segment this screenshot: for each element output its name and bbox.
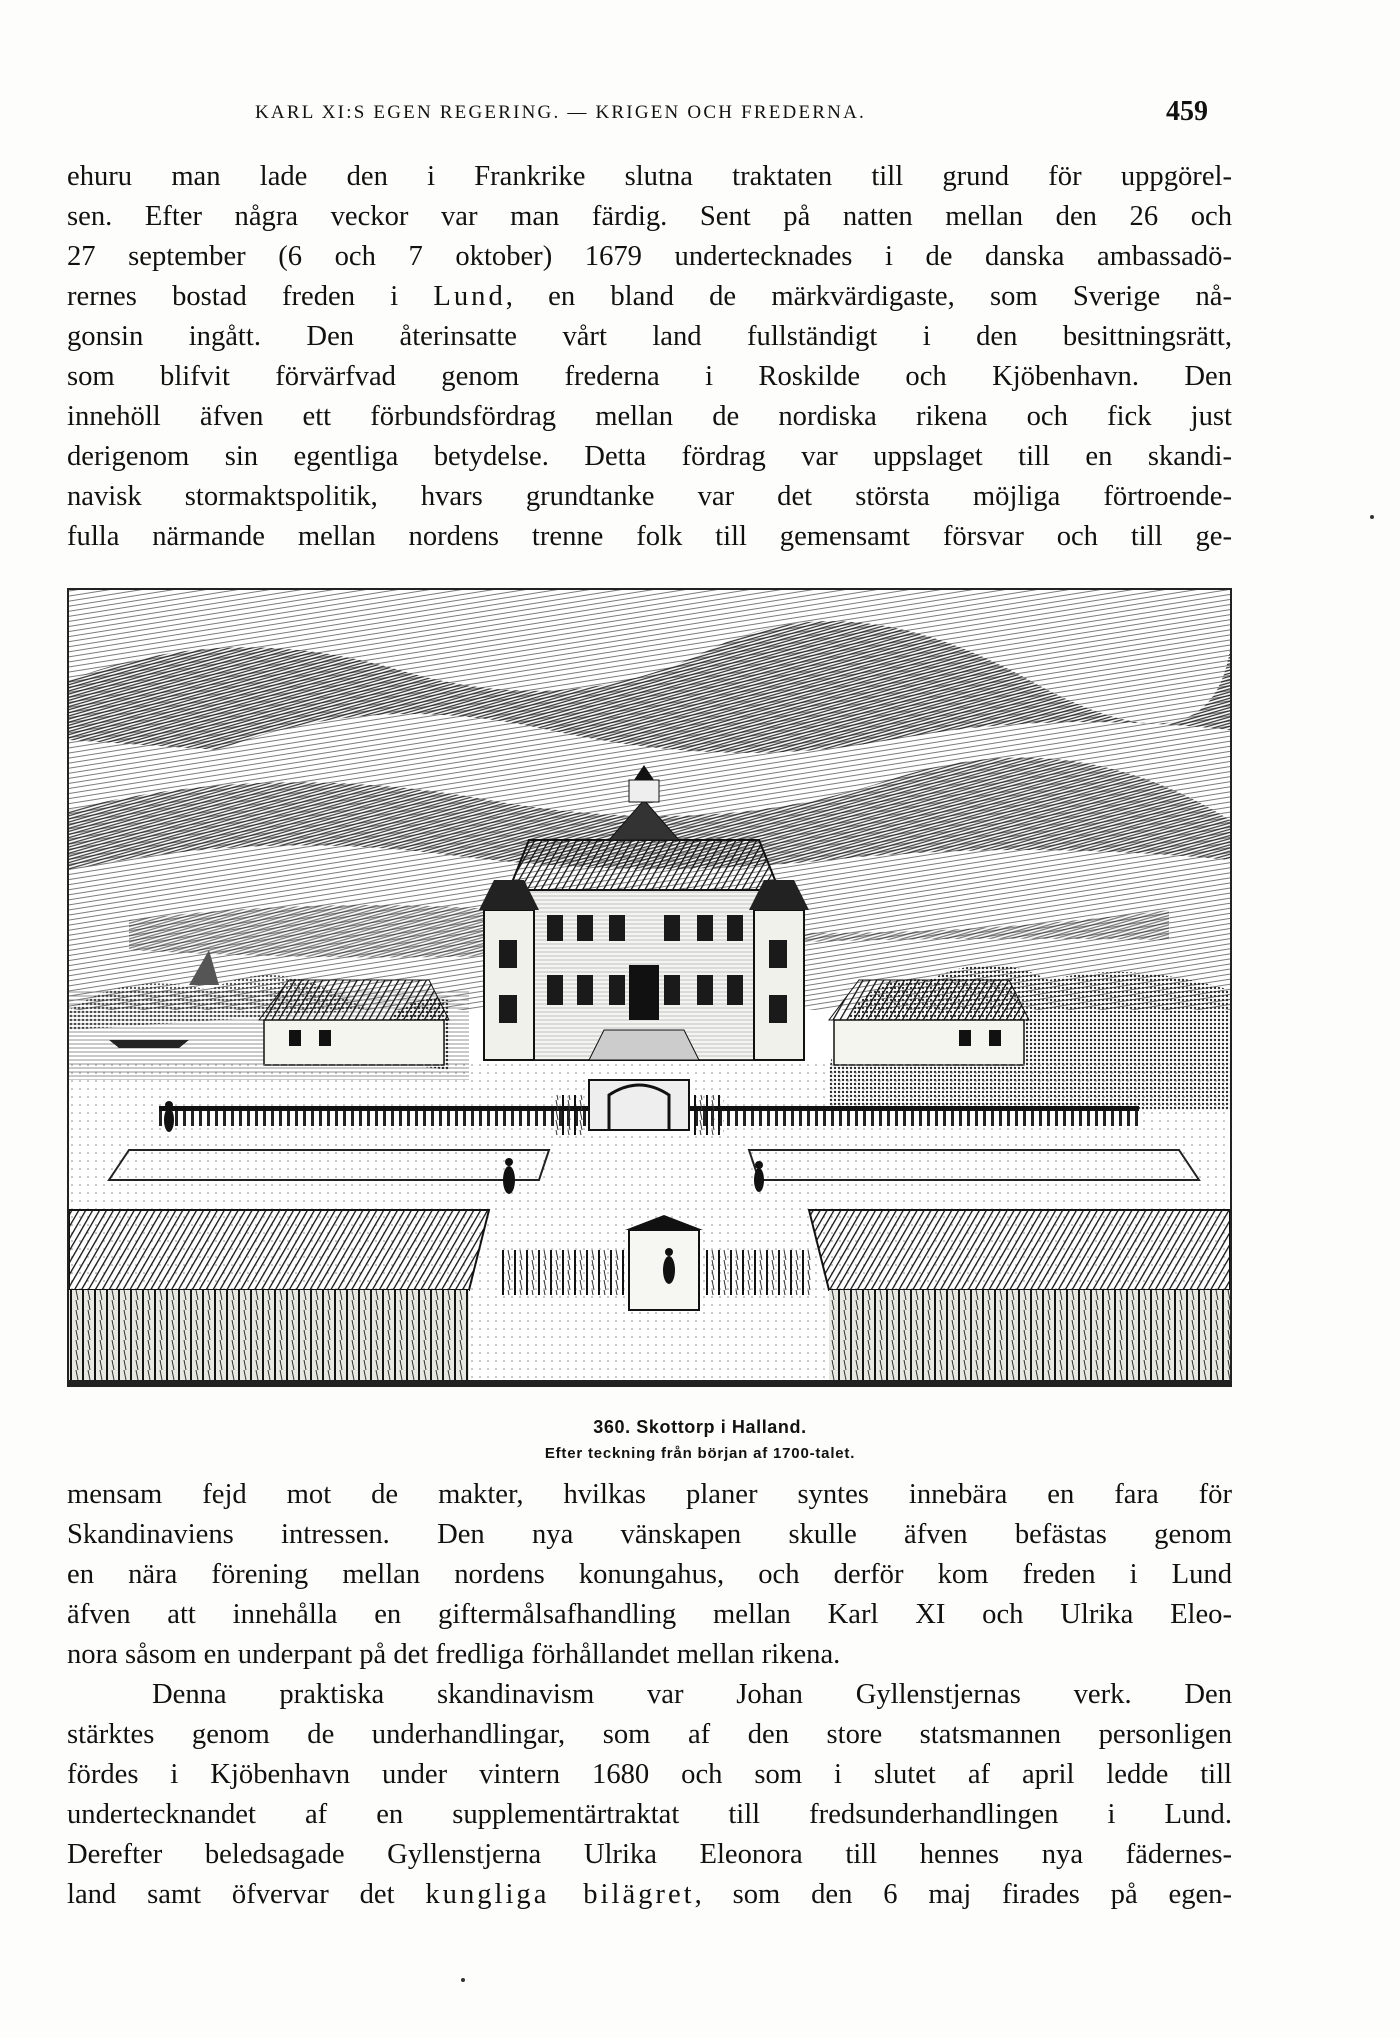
text-line: fulla närmande mellan nordens trenne folk till gemensamt försvar och till ge- [67, 521, 1232, 552]
stray-mark [461, 1978, 465, 1982]
running-head: KARL XI:S EGEN REGERING. — KRIGEN OCH FREDERNA. [255, 102, 866, 123]
text-line: som blifvit förvärfvad genom frederna i Roskilde och Kjöbenhavn. Den [67, 361, 1232, 392]
text-line: derigenom sin egentliga betydelse. Detta fördrag var uppslaget till en skandi- [67, 441, 1232, 472]
engraving-illustration [69, 590, 1230, 1385]
text-segment: , som den 6 maj firades på egen- [694, 1879, 1232, 1910]
text-line: en nära förening mellan nordens konungahus, och derför kom freden i Lund [67, 1559, 1232, 1590]
text-line: innehöll äfven ett förbundsfördrag mellan de nordiska rikena och fick just [67, 401, 1232, 432]
text-line: Denna praktiska skandinavism var Johan Gyllenstjernas verk. Den [152, 1679, 1232, 1710]
text-line-with-spaced-words [67, 1875, 1232, 1915]
paragraph-1 [67, 157, 1232, 557]
text-line: ehuru man lade den i Frankrike slutna traktaten till grund för uppgörel- [67, 161, 1232, 192]
text-segment: , en bland de märkvärdigaste, som Sverige nå- [505, 281, 1232, 312]
text-line: stärktes genom de underhandlingar, som af den store statsmannen personligen [67, 1719, 1232, 1750]
spaced-word-lund: Lund [433, 281, 506, 312]
text-line: Skandinaviens intressen. Den nya vänskapen skulle äfven befästas genom [67, 1519, 1232, 1550]
text-line: Derefter beledsagade Gyllenstjerna Ulrika Eleonora till hennes nya fädernes- [67, 1839, 1232, 1870]
text-line-with-spaced-word [67, 277, 1232, 317]
text-line: navisk stormaktspolitik, hvars grundtanke var det största möjliga förtroende- [67, 481, 1232, 512]
text-line: mensam fejd mot de makter, hvilkas planer syntes innebära en fara för [67, 1479, 1232, 1510]
paragraph-3 [67, 1675, 1232, 1915]
text-line: äfven att innehålla en giftermålsafhandling mellan Karl XI och Ulrika Eleo- [67, 1599, 1232, 1630]
spaced-words-kungliga-bilagret: kungliga bilägret [425, 1879, 695, 1910]
text-line: sen. Efter några veckor var man färdig. Sent på natten mellan den 26 och [67, 201, 1232, 232]
engraving-skottorp [67, 588, 1232, 1387]
text-line: gonsin ingått. Den återinsatte vårt land fullständigt i den besittningsrätt, [67, 321, 1232, 352]
paragraph-2 [67, 1475, 1232, 1675]
stray-mark [1370, 515, 1374, 519]
text-line: fördes i Kjöbenhavn under vintern 1680 och som i slutet af april ledde till [67, 1759, 1232, 1790]
figure-caption: 360. Skottorp i Halland. [593, 1417, 807, 1437]
figure-subcaption: Efter teckning från början af 1700-talet. [544, 1445, 856, 1462]
text-line: nora såsom en underpant på det fredliga förhållandet mellan rikena. [67, 1639, 841, 1670]
page-number: 459 [1166, 96, 1208, 127]
text-line: 27 september (6 och 7 oktober) 1679 undertecknades i de danska ambassadö- [67, 241, 1232, 272]
text-line: undertecknandet af en supplementärtraktat till fredsunderhandlingen i Lund. [67, 1799, 1232, 1830]
text-segment: land samt öfvervar det [67, 1879, 395, 1910]
text-segment: rernes bostad freden i [67, 281, 399, 312]
